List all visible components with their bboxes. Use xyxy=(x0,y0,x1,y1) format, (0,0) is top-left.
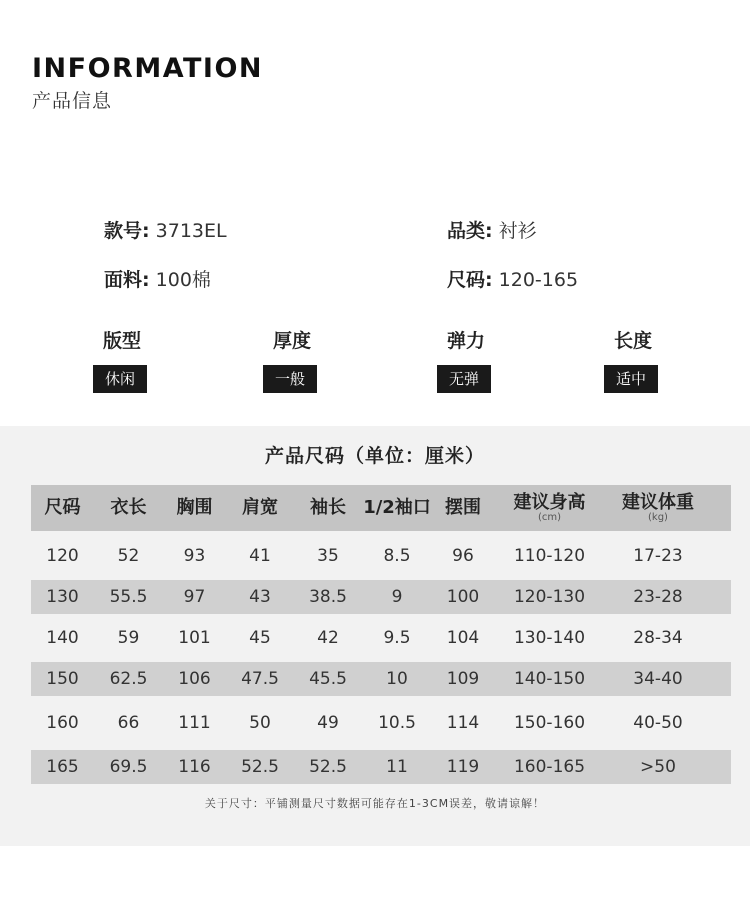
attr-fit xyxy=(93,326,213,393)
table-cell: 45 xyxy=(249,628,271,648)
table-row xyxy=(31,662,731,696)
table-cell: 55.5 xyxy=(109,587,148,607)
fabric-value: 100棉 xyxy=(155,269,211,291)
category-value: 衬衫 xyxy=(498,220,537,242)
table-row xyxy=(31,750,731,784)
table-cell: 9.5 xyxy=(383,628,411,648)
table-cell: 43 xyxy=(249,587,271,607)
table-cell: 10 xyxy=(386,669,408,689)
header xyxy=(32,52,263,113)
table-cell: 96 xyxy=(452,546,474,566)
table-cell: 111 xyxy=(178,713,211,733)
table-cell: 160-165 xyxy=(513,757,586,777)
table-cell: 100 xyxy=(446,587,480,607)
table-cell: 59 xyxy=(117,628,140,648)
table-header-unit: (cm) xyxy=(537,512,562,523)
size-chart-title: 产品尺码（单位：厘米） xyxy=(264,445,485,467)
table-cell: 34-40 xyxy=(633,669,683,689)
table-cell: 120 xyxy=(46,546,79,566)
table-cell: 150 xyxy=(46,669,79,689)
table-cell: 66 xyxy=(117,713,140,733)
table-cell: 38.5 xyxy=(309,587,347,607)
table-header-cell xyxy=(163,498,226,518)
table-cell: 101 xyxy=(178,628,211,648)
attr-thickness-title: 厚度 xyxy=(273,330,312,352)
table-cell: 45.5 xyxy=(309,669,347,689)
info-style-no xyxy=(104,216,227,243)
table-cell: 52.5 xyxy=(309,757,347,777)
table-cell: 106 xyxy=(178,669,211,689)
table-cell: 69.5 xyxy=(109,757,148,777)
table-header-cell xyxy=(31,498,94,518)
size-note: 关于尺寸：平铺测量尺寸数据可能存在1-3CM误差，敬请谅解！ xyxy=(204,797,546,810)
style-no-value: 3713EL xyxy=(155,220,227,242)
attr-elasticity xyxy=(437,326,557,393)
table-cell: 119 xyxy=(446,757,480,777)
table-cell: 50 xyxy=(249,713,271,733)
table-row xyxy=(31,706,731,740)
table-cell: 49 xyxy=(317,713,339,733)
table-row xyxy=(31,539,731,573)
table-cell: 140 xyxy=(46,628,79,648)
table-header-cell xyxy=(494,493,605,523)
table-cell: 93 xyxy=(183,546,206,566)
attr-length-badge: 适中 xyxy=(604,365,658,393)
table-cell: 140-150 xyxy=(513,669,586,689)
table-cell: 165 xyxy=(46,757,79,777)
table-cell: 116 xyxy=(178,757,211,777)
size-table xyxy=(31,485,731,784)
table-cell: 40-50 xyxy=(633,713,683,733)
table-cell: 8.5 xyxy=(383,546,411,566)
table-cell: 52 xyxy=(117,546,140,566)
table-header-label: 衣长 xyxy=(110,497,147,518)
fabric-label: 面料: xyxy=(104,269,150,291)
table-cell: 28-34 xyxy=(633,628,683,648)
attr-elasticity-title: 弹力 xyxy=(447,330,486,352)
table-cell: >50 xyxy=(640,757,676,777)
table-header-cell xyxy=(362,498,432,518)
table-header-cell xyxy=(294,498,362,518)
style-no-label: 款号: xyxy=(104,220,150,242)
table-header-cell xyxy=(605,493,711,523)
table-row xyxy=(31,580,731,614)
table-header-row xyxy=(31,485,731,531)
category-label: 品类: xyxy=(447,220,493,242)
table-cell: 104 xyxy=(446,628,480,648)
table-cell: 62.5 xyxy=(109,669,148,689)
info-size-range xyxy=(447,265,578,292)
table-header-label: 袖长 xyxy=(310,497,346,518)
table-cell: 23-28 xyxy=(633,587,683,607)
attr-fit-badge: 休闲 xyxy=(93,365,147,393)
table-cell: 17-23 xyxy=(633,546,683,566)
table-header-label: 建议体重 xyxy=(622,492,694,513)
info-category xyxy=(447,216,537,243)
table-header-label: 尺码 xyxy=(44,497,81,518)
table-cell: 110-120 xyxy=(513,546,586,566)
attr-elasticity-badge: 无弹 xyxy=(437,365,491,393)
table-cell: 42 xyxy=(317,628,339,648)
table-cell: 109 xyxy=(446,669,480,689)
page-title: INFORMATION xyxy=(32,53,264,84)
attr-length xyxy=(604,326,724,393)
attr-fit-title: 版型 xyxy=(103,330,142,352)
table-cell: 160 xyxy=(46,713,79,733)
table-row xyxy=(31,621,731,655)
page-subtitle: 产品信息 xyxy=(32,90,113,112)
table-header-unit: (kg) xyxy=(648,512,668,523)
size-range-label: 尺码: xyxy=(447,269,493,291)
attr-thickness-badge: 一般 xyxy=(263,365,317,393)
size-chart-section xyxy=(0,426,750,846)
table-cell: 10.5 xyxy=(378,713,416,733)
table-cell: 130 xyxy=(46,587,79,607)
table-header-cell xyxy=(226,498,294,518)
table-cell: 41 xyxy=(249,546,271,566)
table-cell: 130-140 xyxy=(513,628,586,648)
table-cell: 9 xyxy=(391,587,403,607)
size-range-value: 120-165 xyxy=(498,269,579,291)
table-header-label: 肩宽 xyxy=(242,497,278,518)
table-header-cell xyxy=(94,498,163,518)
table-header-label: 建议身高 xyxy=(513,492,586,513)
table-cell: 35 xyxy=(317,546,339,566)
attr-thickness xyxy=(263,326,383,393)
table-header-cell xyxy=(432,498,494,518)
table-cell: 97 xyxy=(183,587,206,607)
table-cell: 114 xyxy=(446,713,480,733)
table-header-label: 1/2袖口 xyxy=(363,497,431,518)
table-cell: 11 xyxy=(386,757,408,777)
table-header-label: 摆围 xyxy=(445,497,481,518)
table-cell: 47.5 xyxy=(241,669,279,689)
info-fabric xyxy=(104,265,211,292)
table-cell: 150-160 xyxy=(513,713,586,733)
attr-length-title: 长度 xyxy=(614,330,653,352)
table-cell: 52.5 xyxy=(241,757,279,777)
table-cell: 120-130 xyxy=(513,587,586,607)
table-header-label: 胸围 xyxy=(176,497,213,518)
